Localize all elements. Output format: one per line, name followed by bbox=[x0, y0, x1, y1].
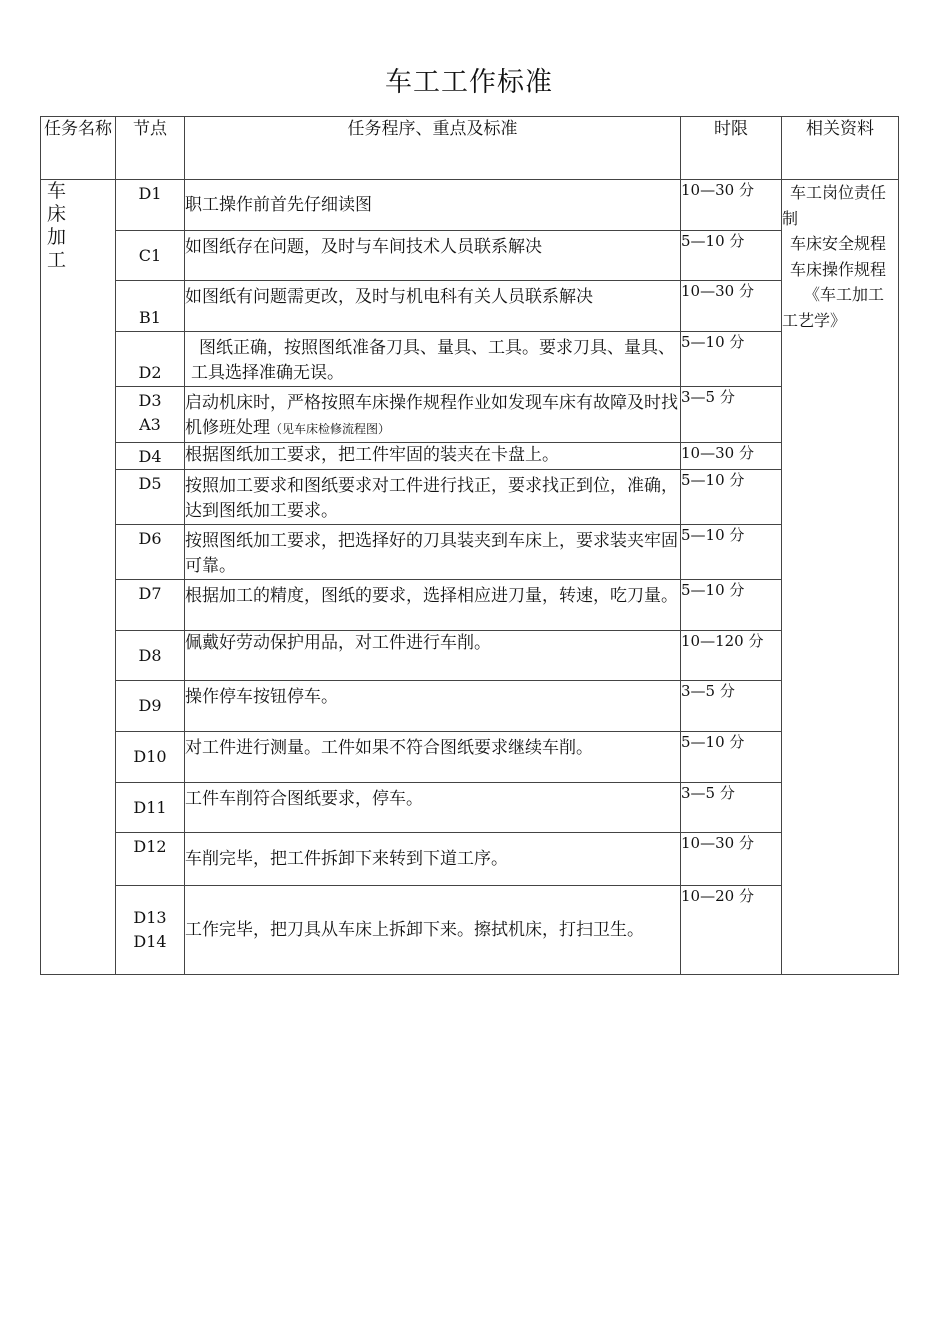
task-name: 车床加工 bbox=[47, 180, 67, 271]
time-limit-cell: 5—10 分 bbox=[681, 732, 782, 783]
reference-item: 车床安全规程 bbox=[790, 234, 887, 253]
time-limit-cell: 5—10 分 bbox=[681, 332, 782, 387]
header-references: 相关资料 bbox=[782, 117, 899, 180]
table-row bbox=[41, 443, 899, 470]
table-row bbox=[41, 580, 899, 631]
node-cell: D8 bbox=[116, 631, 185, 681]
procedure-cell: 如图纸存在问题，及时与车间技术人员联系解决 bbox=[185, 231, 681, 281]
table-row bbox=[41, 886, 899, 975]
work-standard-table bbox=[40, 116, 899, 975]
header-row bbox=[41, 117, 899, 180]
time-limit-cell: 10—120 分 bbox=[681, 631, 782, 681]
time-limit-cell: 5—10 分 bbox=[681, 231, 782, 281]
node-cell: D7 bbox=[116, 580, 185, 631]
node-cell: D5 bbox=[116, 470, 185, 525]
node-label: A3 bbox=[139, 415, 161, 434]
time-limit-cell: 10—30 分 bbox=[681, 443, 782, 470]
reference-item: 车床操作规程 bbox=[790, 259, 887, 279]
table-row bbox=[41, 783, 899, 833]
procedure-cell: 职工操作前首先仔细读图 bbox=[185, 180, 681, 231]
time-limit-cell: 5—10 分 bbox=[681, 470, 782, 525]
node-cell bbox=[116, 387, 185, 443]
time-limit-cell: 10—30 分 bbox=[681, 281, 782, 332]
table-row bbox=[41, 387, 899, 443]
time-limit-cell: 3—5 分 bbox=[681, 783, 782, 833]
table-row bbox=[41, 332, 899, 387]
time-limit-cell: 5—10 分 bbox=[681, 580, 782, 631]
node-cell: D11 bbox=[116, 783, 185, 833]
time-limit-cell: 10—30 分 bbox=[681, 833, 782, 886]
procedure-cell: 操作停车按钮停车。 bbox=[185, 681, 681, 732]
node-label: D14 bbox=[133, 932, 167, 951]
table-row bbox=[41, 470, 899, 525]
table-row bbox=[41, 525, 899, 580]
node-cell: D6 bbox=[116, 525, 185, 580]
procedure-cell: 如图纸有问题需更改，及时与机电科有关人员联系解决 bbox=[185, 281, 681, 332]
references-cell bbox=[782, 180, 899, 975]
time-limit-cell: 10—30 分 bbox=[681, 180, 782, 231]
procedure-cell: 根据加工的精度，图纸的要求，选择相应进刀量，转速，吃刀量。 bbox=[185, 580, 681, 631]
procedure-cell: 按照加工要求和图纸要求对工件进行找正，要求找正到位，准确，达到图纸加工要求。 bbox=[185, 470, 681, 525]
time-limit-cell: 3—5 分 bbox=[681, 387, 782, 443]
header-procedure: 任务程序、重点及标准 bbox=[185, 117, 681, 180]
procedure-cell bbox=[185, 387, 681, 443]
procedure-cell: 根据图纸加工要求，把工件牢固的装夹在卡盘上。 bbox=[185, 443, 681, 470]
procedure-cell: 按照图纸加工要求，把选择好的刀具装夹到车床上，要求装夹牢固可靠。 bbox=[185, 525, 681, 580]
table-row bbox=[41, 681, 899, 732]
header-task-name: 任务名称 bbox=[41, 117, 116, 180]
table-row bbox=[41, 833, 899, 886]
procedure-note: （见车床检修流程图） bbox=[270, 422, 391, 436]
reference-item: 车工岗位责任制 bbox=[782, 183, 887, 228]
node-cell: D1 bbox=[116, 180, 185, 231]
table-row bbox=[41, 231, 899, 281]
time-limit-cell: 10—20 分 bbox=[681, 886, 782, 975]
node-label: D13 bbox=[133, 908, 167, 927]
procedure-cell: 工件车削符合图纸要求，停车。 bbox=[185, 783, 681, 833]
document-title: 车工工作标准 bbox=[385, 67, 553, 98]
table-row bbox=[41, 281, 899, 332]
node-cell: B1 bbox=[116, 281, 185, 332]
node-cell: D12 bbox=[116, 833, 185, 886]
task-name-cell bbox=[41, 180, 116, 975]
procedure-cell: 车削完毕，把工件拆卸下来转到下道工序。 bbox=[185, 833, 681, 886]
time-limit-cell: 5—10 分 bbox=[681, 525, 782, 580]
table-row bbox=[41, 732, 899, 783]
procedure-cell: 佩戴好劳动保护用品，对工件进行车削。 bbox=[185, 631, 681, 681]
procedure-cell: 图纸正确，按照图纸准备刀具、量具、工具。要求刀具、量具、工具选择准确无误。 bbox=[185, 332, 681, 387]
reference-item: 《车工加工工艺学》 bbox=[782, 285, 885, 330]
table-row bbox=[41, 631, 899, 681]
node-label: D3 bbox=[138, 391, 162, 410]
node-cell: D9 bbox=[116, 681, 185, 732]
procedure-text: 启动机床时，严格按照车床操作规程作业如发现车床有故障及时找机修班处理 bbox=[185, 393, 678, 438]
node-cell: D2 bbox=[116, 332, 185, 387]
header-node: 节点 bbox=[116, 117, 185, 180]
procedure-cell: 对工件进行测量。工件如果不符合图纸要求继续车削。 bbox=[185, 732, 681, 783]
node-cell: C1 bbox=[116, 231, 185, 281]
node-cell: D4 bbox=[116, 443, 185, 470]
procedure-cell: 工作完毕，把刀具从车床上拆卸下来。擦拭机床，打扫卫生。 bbox=[185, 886, 681, 975]
node-cell bbox=[116, 886, 185, 975]
node-cell: D10 bbox=[116, 732, 185, 783]
time-limit-cell: 3—5 分 bbox=[681, 681, 782, 732]
table-row bbox=[41, 180, 899, 231]
header-time-limit: 时限 bbox=[681, 117, 782, 180]
